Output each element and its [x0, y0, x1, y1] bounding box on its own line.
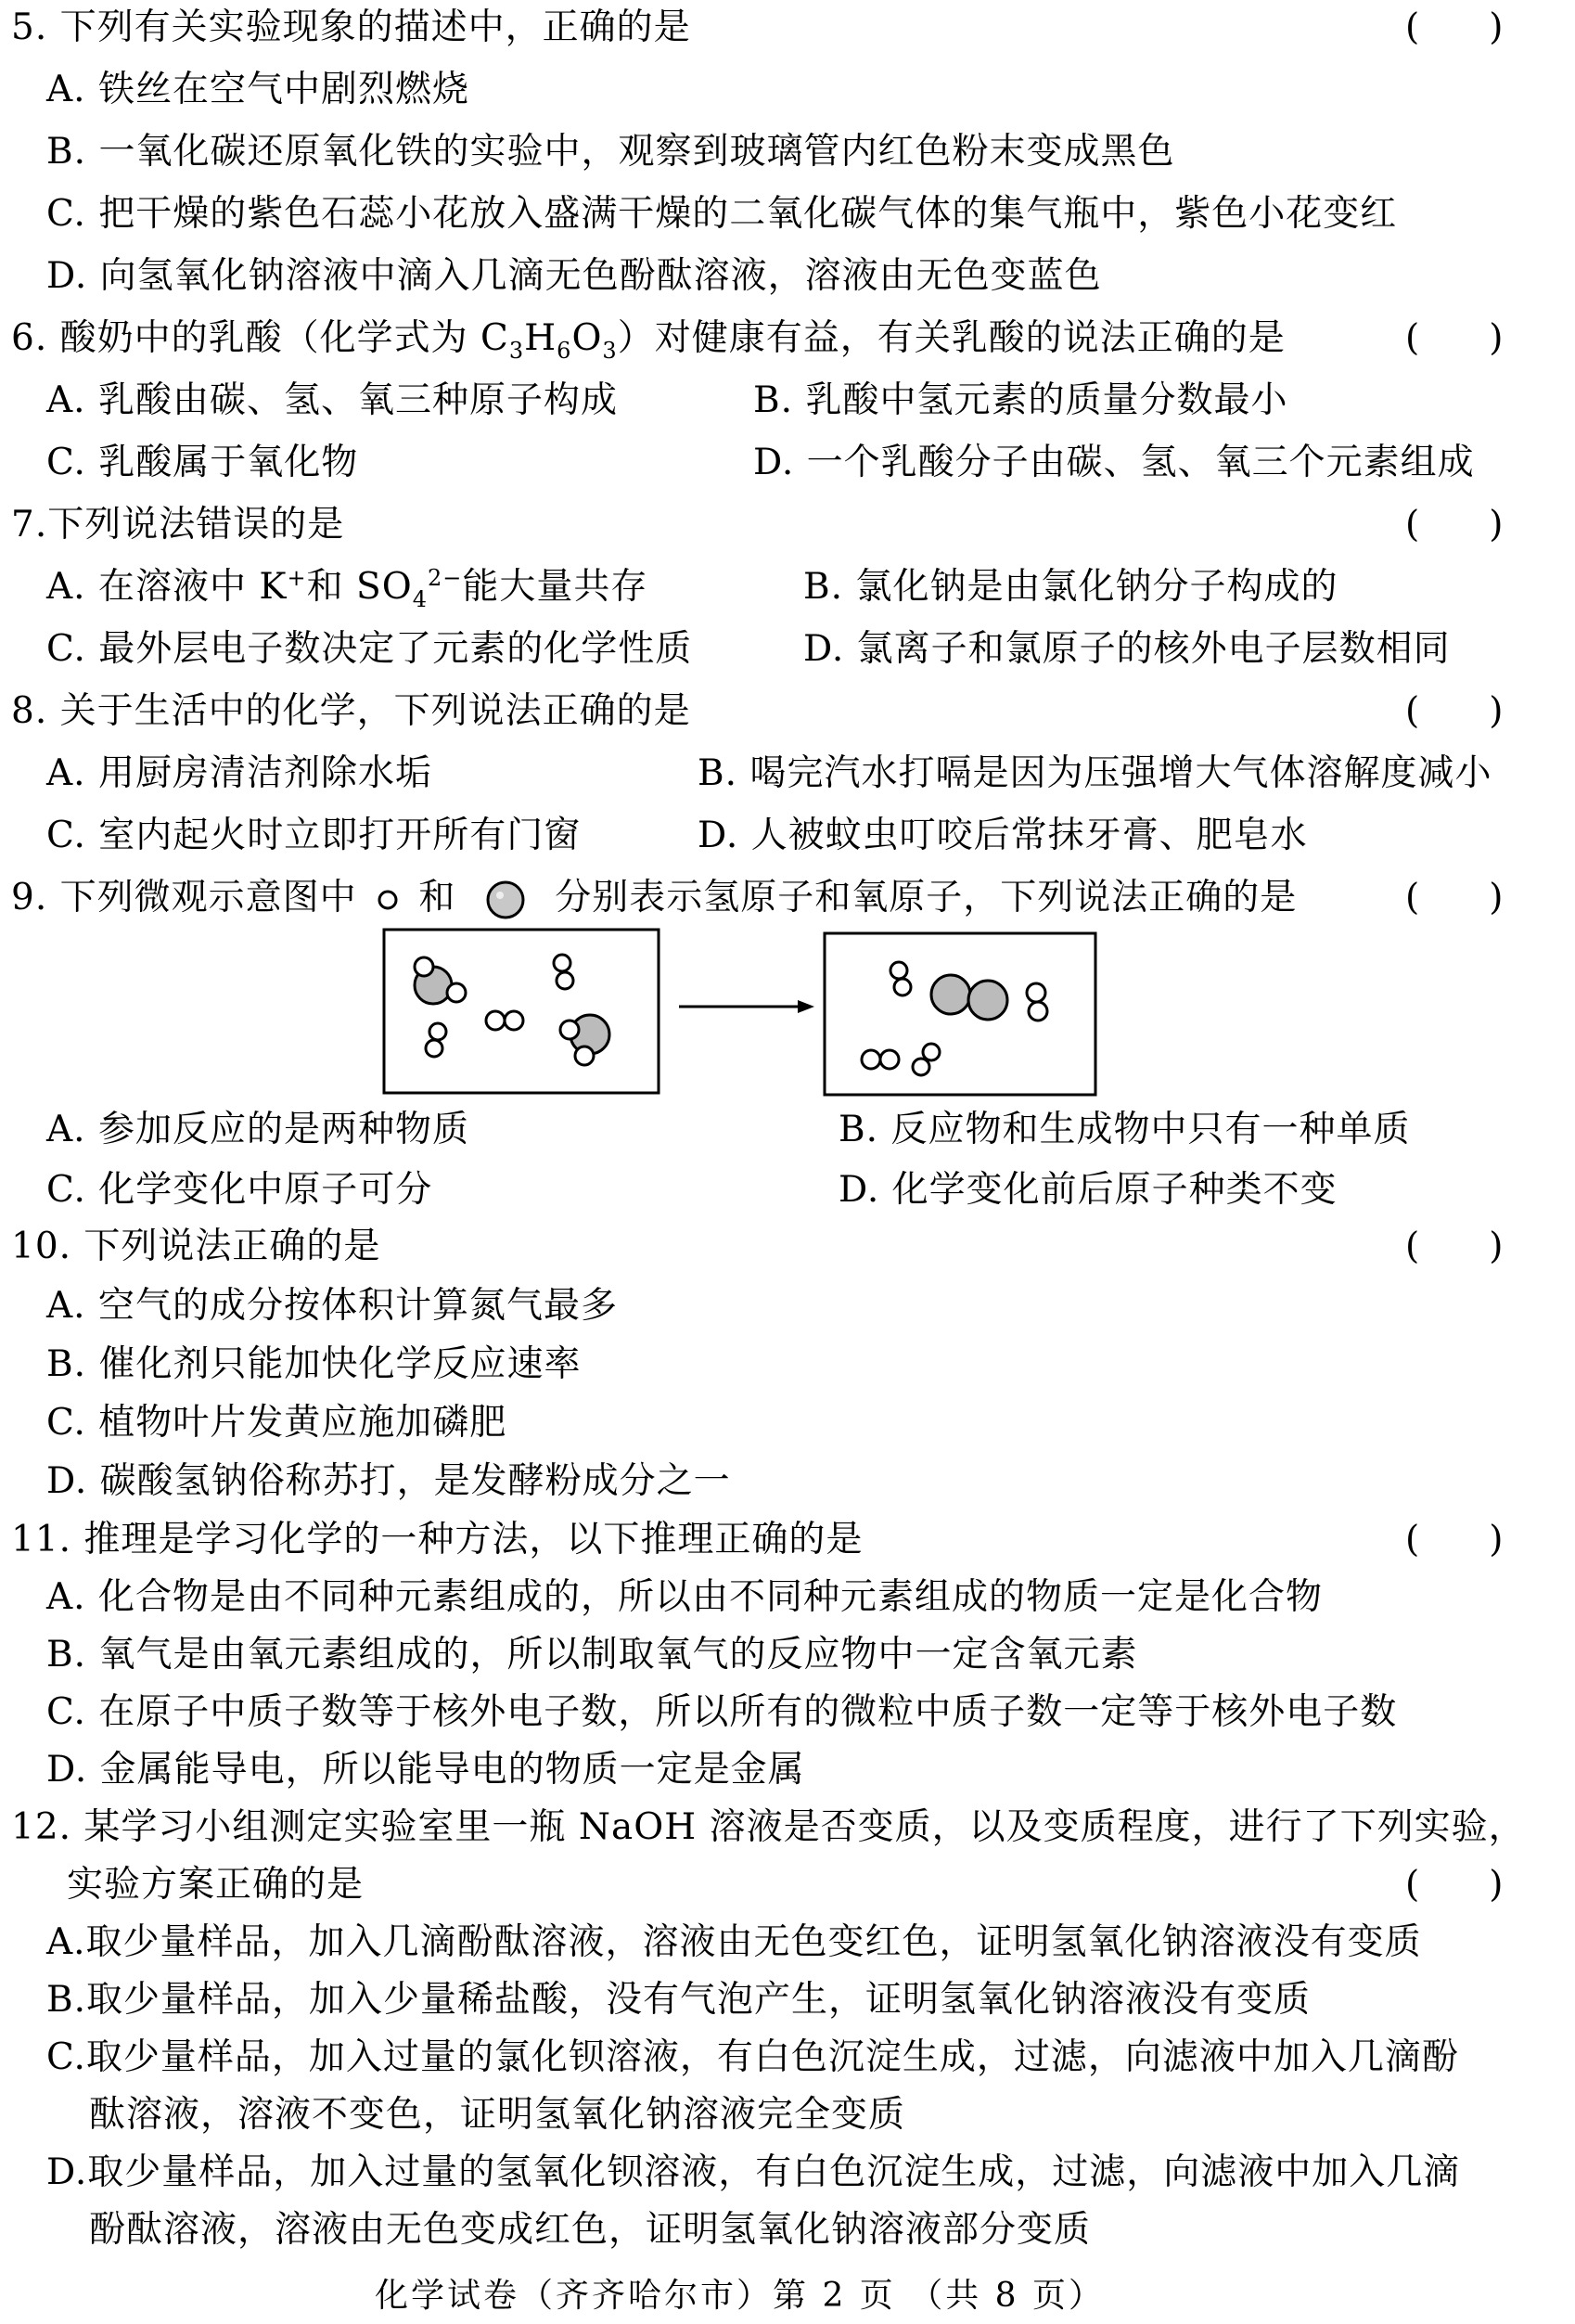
q9-option-d: D. 化学变化前后原子种类不变 [839, 1169, 1338, 1211]
answer-bracket: ( ) [1405, 6, 1504, 48]
q6-option-b: B. 乳酸中氢元素的质量分数最小 [753, 379, 1288, 421]
reactants-diagram [382, 928, 660, 1095]
products-diagram [823, 931, 1097, 1097]
answer-bracket: ( ) [1405, 317, 1504, 359]
q6-option-a: A. 乳酸由碳、氢、氧三种原子构成 [46, 379, 618, 421]
question-5-stem: 5. 下列有关实验现象的描述中，正确的是 [11, 6, 691, 48]
q11-option-c: C. 在原子中质子数等于核外电子数，所以所有的微粒中质子数一定等于核外电子数 [46, 1691, 1398, 1733]
q9-option-c: C. 化学变化中原子可分 [46, 1169, 433, 1211]
q12-option-d: D.取少量样品，加入过量的氢氧化钡溶液，有白色沉淀生成，过滤，向滤液中加入几滴 [46, 2151, 1461, 2193]
answer-bracket: ( ) [1405, 1226, 1504, 1267]
answer-bracket: ( ) [1405, 1519, 1504, 1560]
question-6-stem: 6. 酸奶中的乳酸（化学式为 $C_3H_6O_3$）对健康有益，有关乳酸的说法正确的是 [11, 317, 1286, 364]
q9-option-b: B. 反应物和生成物中只有一种单质 [839, 1109, 1411, 1150]
q7-option-d: D. 氯离子和氯原子的核外电子层数相同 [803, 628, 1451, 670]
q5-option-a: A. 铁丝在空气中剧烈燃烧 [46, 69, 469, 110]
q8-option-b: B. 喝完汽水打嗝是因为压强增大气体溶解度减小 [698, 752, 1492, 794]
q7-option-c: C. 最外层电子数决定了元素的化学性质 [46, 628, 693, 670]
q7-option-b: B. 氯化钠是由氯化钠分子构成的 [803, 566, 1338, 608]
answer-bracket: ( ) [1405, 1864, 1504, 1906]
answer-bracket: ( ) [1405, 504, 1504, 546]
question-10-stem: 10. 下列说法正确的是 [11, 1226, 381, 1267]
question-9-stem: 9. 下列微观示意图中 和 分别表示氢原子和氧原子，下列说法正确的是 [11, 875, 1297, 921]
q12-option-a: A.取少量样品，加入几滴酚酞溶液，溶液由无色变红色，证明氢氧化钠溶液没有变质 [46, 1921, 1422, 1963]
question-12-stem: 12. 某学习小组测定实验室里一瓶 NaOH 溶液是否变质，以及变质程度，进行了下列实验， [11, 1806, 1526, 1848]
q10-option-b: B. 催化剂只能加快化学反应速率 [46, 1343, 582, 1385]
q11-option-d: D. 金属能导电，所以能导电的物质一定是金属 [46, 1749, 805, 1791]
q8-option-a: A. 用厨房清洁剂除水垢 [46, 752, 432, 794]
oxygen-atom-icon [468, 879, 543, 921]
page-footer: 化学试卷（齐齐哈尔市）第 2 页 （共 8 页） [375, 2277, 1106, 2315]
q12-option-b: B.取少量样品，加入少量稀盐酸，没有气泡产生，证明氢氧化钠溶液没有变质 [46, 1979, 1312, 2021]
answer-bracket: ( ) [1405, 690, 1504, 732]
q5-option-b: B. 一氧化碳还原氧化铁的实验中，观察到玻璃管内红色粉末变成黑色 [46, 131, 1175, 173]
q6-option-c: C. 乳酸属于氧化物 [46, 442, 359, 483]
q10-option-a: A. 空气的成分按体积计算氮气最多 [46, 1285, 618, 1327]
answer-bracket: ( ) [1405, 877, 1504, 918]
q7-option-a: A. 在溶液中 K+和 $SO_4^{2-}$能大量共存 [46, 565, 648, 612]
q6-option-d: D. 一个乳酸分子由碳、氢、氧三个元素组成 [753, 442, 1475, 483]
q12-option-c-cont: 酞溶液，溶液不变色，证明氢氧化钠溶液完全变质 [89, 2094, 906, 2136]
q12-option-c: C.取少量样品，加入过量的氯化钡溶液，有白色沉淀生成，过滤，向滤液中加入几滴酚 [46, 2036, 1459, 2078]
q8-option-c: C. 室内起火时立即打开所有门窗 [46, 815, 582, 856]
q10-option-d: D. 碳酸氢钠俗称苏打，是发酵粉成分之一 [46, 1460, 731, 1502]
question-8-stem: 8. 关于生活中的化学，下列说法正确的是 [11, 690, 691, 732]
hydrogen-atom-icon [369, 886, 406, 914]
q5-option-c: C. 把干燥的紫色石蕊小花放入盛满干燥的二氧化碳气体的集气瓶中，紫色小花变红 [46, 193, 1398, 235]
q10-option-c: C. 植物叶片发黄应施加磷肥 [46, 1402, 507, 1444]
q8-option-d: D. 人被蚊虫叮咬后常抹牙膏、肥皂水 [698, 815, 1308, 856]
question-11-stem: 11. 推理是学习化学的一种方法，以下推理正确的是 [11, 1519, 864, 1560]
question-7-stem: 7.下列说法错误的是 [11, 504, 345, 546]
q12-option-d-cont: 酚酞溶液，溶液由无色变成红色，证明氢氧化钠溶液部分变质 [89, 2209, 1092, 2251]
reaction-arrow-icon [677, 993, 816, 1021]
q5-option-d: D. 向氢氧化钠溶液中滴入几滴无色酚酞溶液，溶液由无色变蓝色 [46, 255, 1102, 297]
question-12-stem-cont: 实验方案正确的是 [67, 1864, 365, 1906]
q11-option-b: B. 氧气是由氧元素组成的，所以制取氧气的反应物中一定含氧元素 [46, 1634, 1138, 1676]
q9-option-a: A. 参加反应的是两种物质 [46, 1109, 469, 1150]
q11-option-a: A. 化合物是由不同种元素组成的，所以由不同种元素组成的物质一定是化合物 [46, 1576, 1323, 1618]
